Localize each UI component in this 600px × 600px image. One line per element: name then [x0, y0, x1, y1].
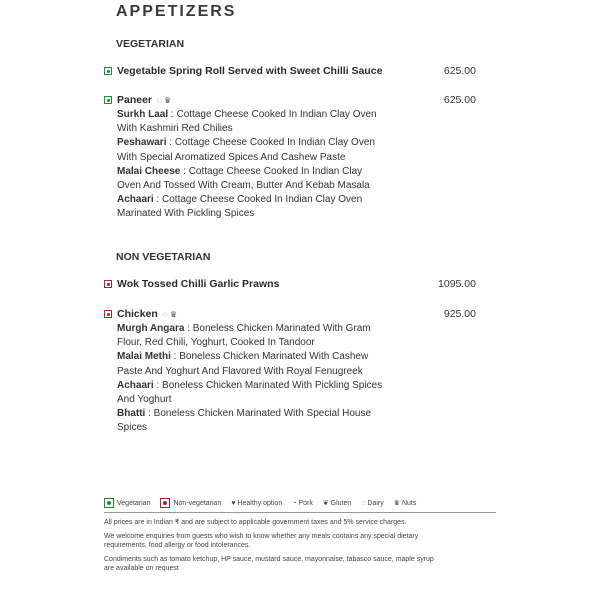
gluten-icon: ❦: [322, 500, 331, 507]
item-price: 1095.00: [438, 278, 476, 290]
item-name: Vegetable Spring Roll Served with Sweet Chilli Sauce: [117, 65, 383, 77]
option: Malai Methi : Boneless Chicken Marinated With Cashew Paste And Yoghurt And Flavored With Royal Fenugreek: [117, 351, 369, 377]
dairy-icon: ◌: [361, 499, 368, 507]
menu-item-paneer: [104, 94, 476, 222]
legend-vegetarian: Vegetarian: [104, 498, 150, 508]
legend-healthy: ♥ Healthy option: [231, 499, 283, 507]
dietary-legend: [104, 498, 496, 513]
dietary-note: We welcome enquiries from guests who wish to know whether any meals contains any special dietary requirements, food allergy or food intolerances.: [104, 532, 419, 549]
option: Achaari : Cottage Cheese Cooked In Indian Clay Oven Marinated With Pickling Spices: [117, 194, 363, 220]
footer-notes: [104, 518, 434, 578]
dietary-tags-icon: ◌ ♛: [157, 95, 172, 105]
item-options: [117, 322, 387, 436]
item-name: Wok Tossed Chilli Garlic Prawns: [117, 278, 280, 290]
item-name: Paneer: [117, 94, 153, 106]
item-price: 925.00: [443, 308, 476, 320]
non-veg-marker-icon: [160, 498, 170, 508]
option: Peshawari : Cottage Cheese Cooked In Indian Clay Oven With Special Aromatized Spices And Cashew Paste: [117, 137, 375, 163]
menu-item-prawns: [104, 278, 476, 290]
menu-item-chicken: [104, 308, 476, 436]
legend-pork: ◔ Pork: [292, 499, 313, 507]
menu-item-spring-roll: [104, 65, 476, 77]
legend-non-vegetarian: Non-vegetarian: [160, 498, 221, 508]
dietary-tags-icon: ◌ ♛: [162, 309, 178, 319]
item-price: 625.00: [443, 94, 476, 106]
option: Achaari : Boneless Chicken Marinated With Pickling Spices And Yoghurt: [117, 379, 383, 406]
option: Malai Cheese : Cottage Cheese Cooked In Indian Clay Oven And Tossed With Cream, Butter And Kebab Masala: [117, 165, 370, 192]
item-price: 625.00: [443, 65, 476, 77]
veg-marker-icon: [104, 498, 114, 508]
item-options: [117, 108, 387, 222]
non-veg-marker-icon: [104, 310, 112, 318]
option: Surkh Laal : Cottage Cheese Cooked In Indian Clay Oven With Kashmiri Red Chilies: [117, 109, 377, 135]
non-vegetarian-heading: NON VEGETARIAN: [116, 251, 211, 263]
healthy-icon: ♥: [231, 499, 238, 507]
option: Bhatti : Boneless Chicken Marinated With Special House Spices: [117, 408, 372, 434]
item-name: Chicken: [117, 308, 158, 320]
veg-marker-icon: [104, 67, 112, 75]
condiments-note: Condiments such as tomato ketchup, HP sauce, mustard sauce, mayonnaise, tabasco sauce, maple syrup are available on request: [104, 555, 434, 572]
legend-dairy: ◌ Dairy: [361, 499, 384, 507]
non-veg-marker-icon: [104, 280, 112, 288]
price-note: All prices are in Indian ₹ and are subject to applicable government taxes and 5% service charges.: [104, 519, 407, 526]
legend-nuts: ♛ Nuts: [393, 499, 417, 507]
option: Murgh Angara : Boneless Chicken Marinated With Gram Flour, Red Chili, Yoghurt, Cooked In Tandoor: [117, 323, 371, 349]
nuts-icon: ♛: [393, 500, 402, 507]
veg-marker-icon: [104, 96, 112, 104]
section-title: APPETIZERS: [116, 3, 237, 20]
pork-icon: ◔: [292, 499, 299, 507]
vegetarian-heading: VEGETARIAN: [116, 38, 185, 50]
legend-gluten: ❦ Gluten: [322, 499, 352, 507]
